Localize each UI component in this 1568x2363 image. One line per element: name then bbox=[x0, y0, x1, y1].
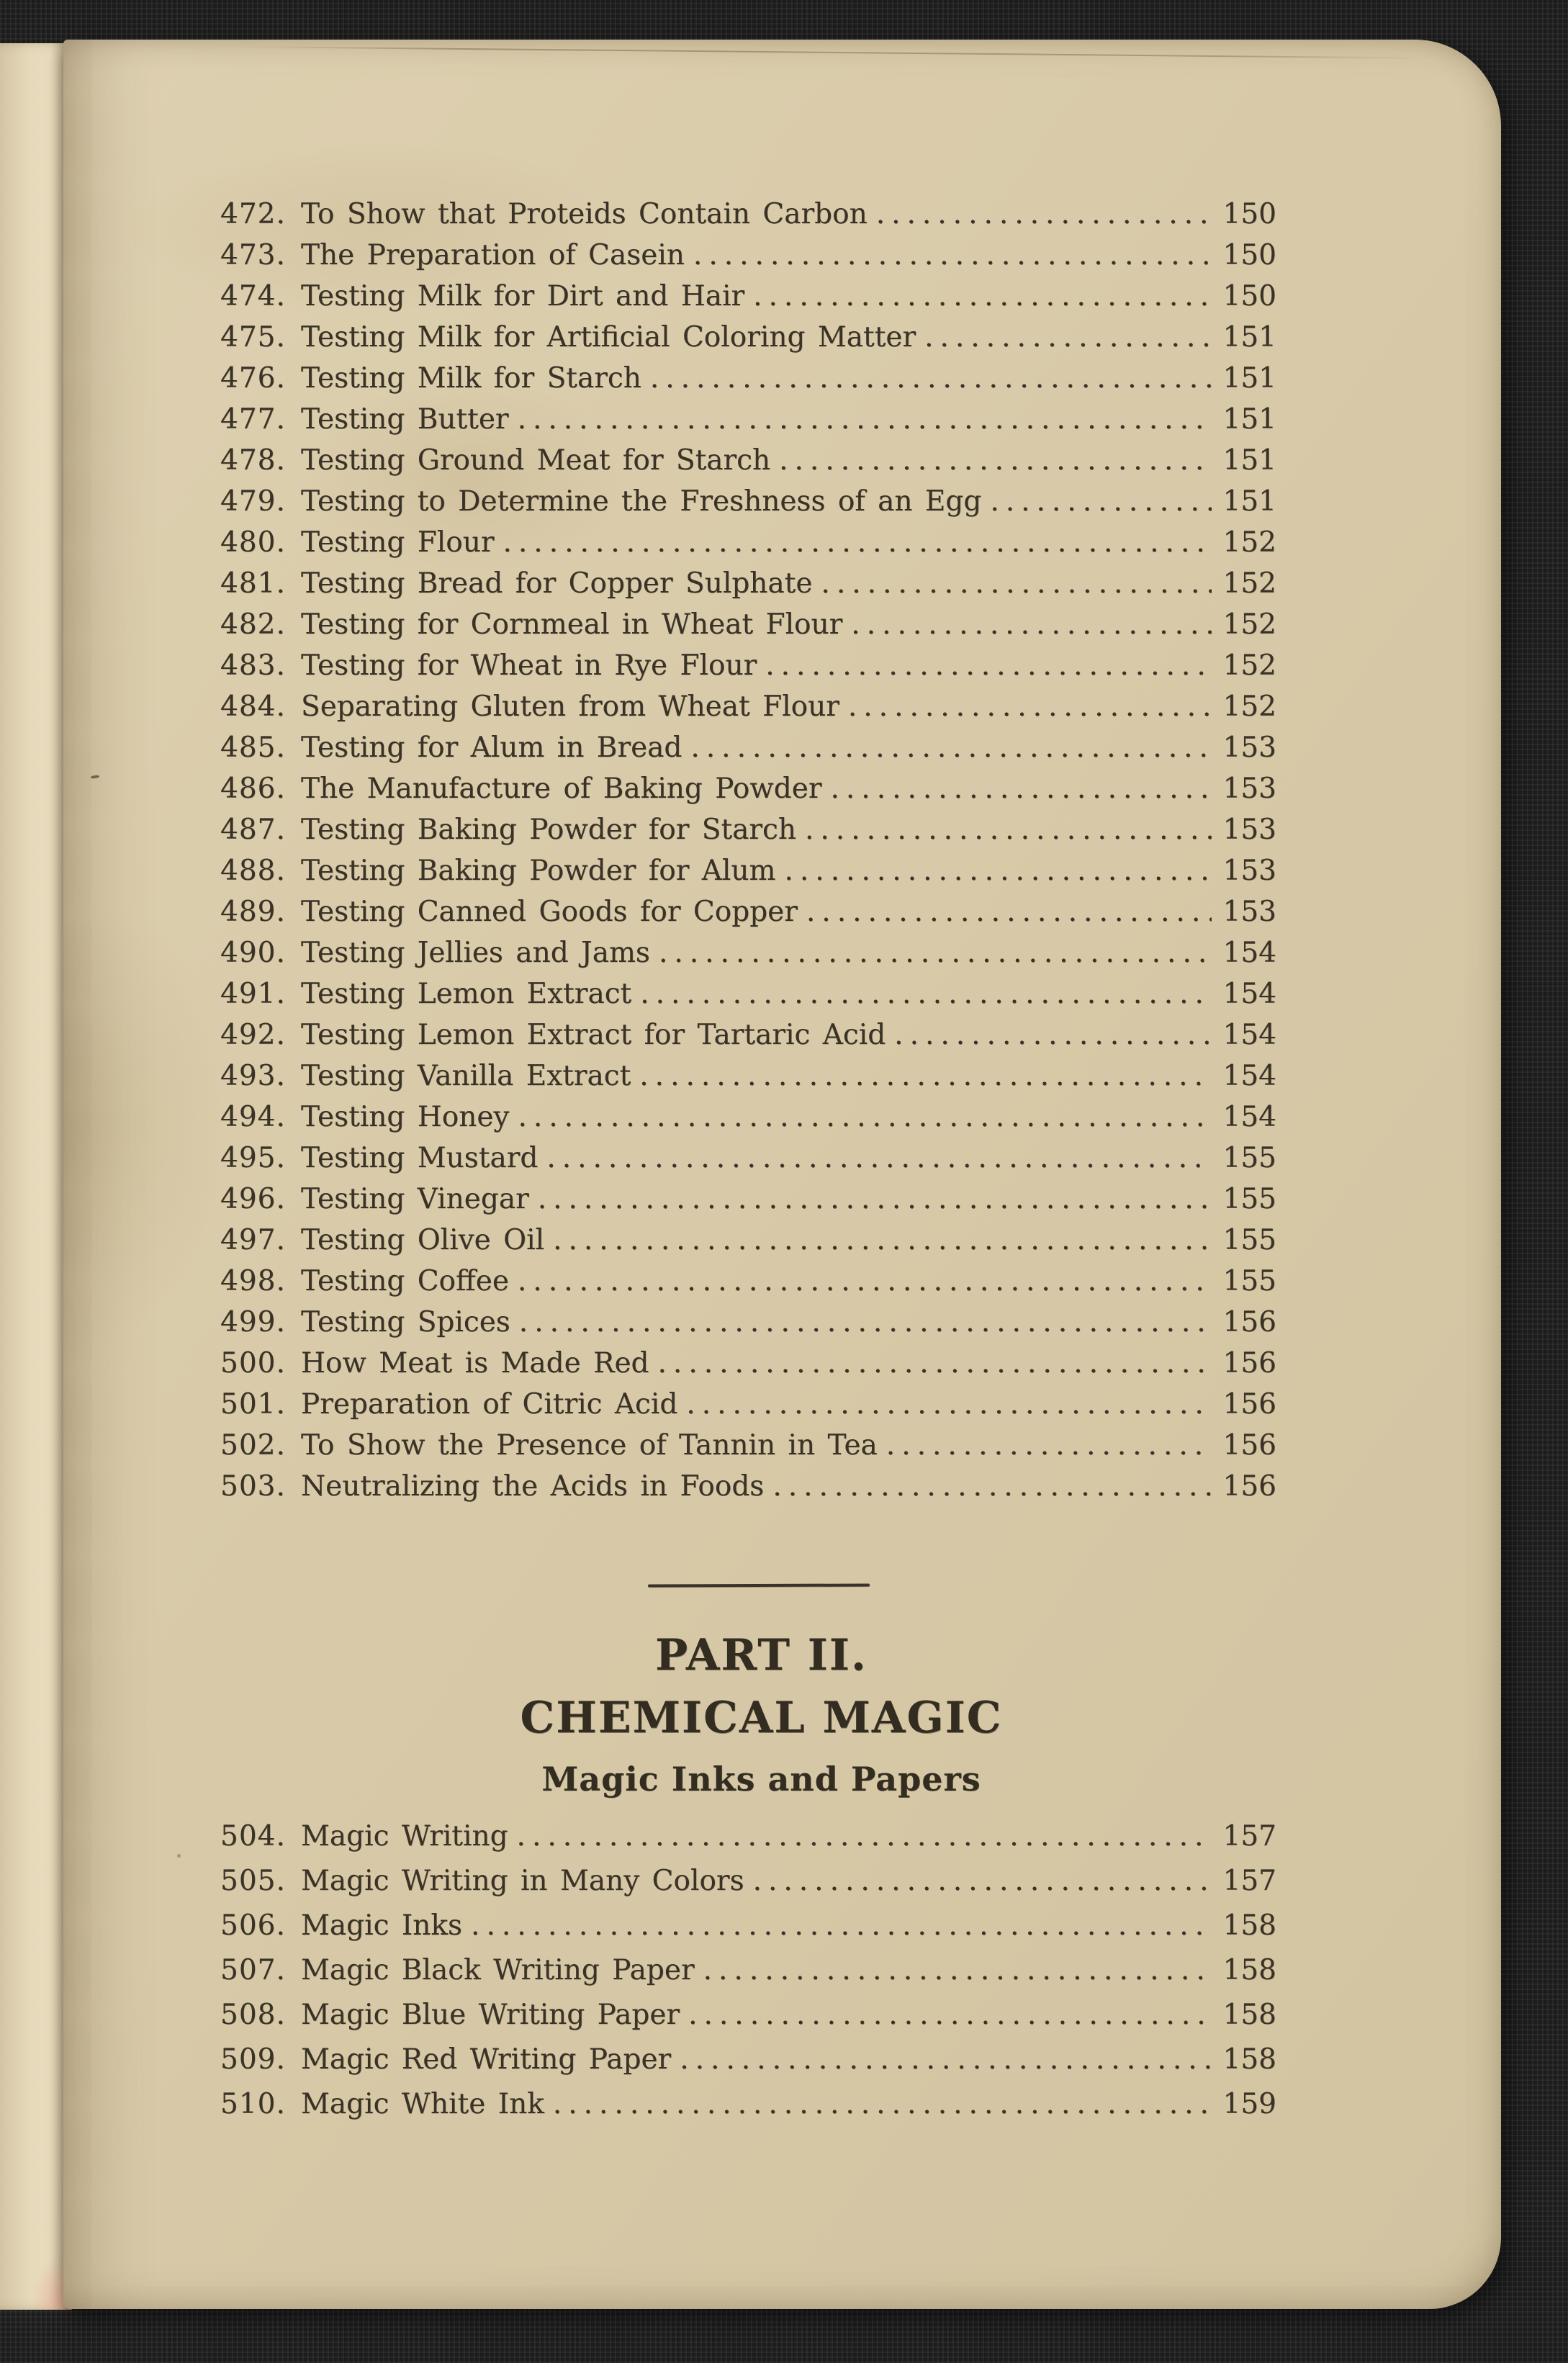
toc-entry bbox=[220, 563, 1276, 604]
entry-number: 475. bbox=[220, 321, 286, 354]
entry-page-number: 152 bbox=[1222, 649, 1276, 682]
entry-page-number: 155 bbox=[1222, 1265, 1276, 1297]
entry-page-number: 153 bbox=[1222, 773, 1276, 805]
dot-leader bbox=[894, 1014, 1212, 1056]
toc-entry bbox=[220, 1056, 1276, 1097]
toc-entry bbox=[220, 1138, 1276, 1179]
entry-number: 489. bbox=[220, 896, 286, 928]
entry-number: 496. bbox=[220, 1183, 286, 1215]
entry-title: Testing Lemon Extract bbox=[301, 978, 632, 1010]
entry-number: 501. bbox=[220, 1388, 286, 1421]
dot-leader bbox=[785, 850, 1212, 891]
entry-title: Testing Vinegar bbox=[301, 1183, 529, 1215]
entry-number: 495. bbox=[220, 1142, 286, 1174]
dot-leader bbox=[765, 645, 1212, 686]
entry-page-number: 153 bbox=[1222, 732, 1276, 764]
toc-entry bbox=[220, 276, 1276, 317]
entry-title: Testing Baking Powder for Alum bbox=[301, 855, 776, 887]
entry-page-number: 157 bbox=[1222, 1820, 1276, 1853]
entry-title: Testing Vanilla Extract bbox=[301, 1060, 631, 1092]
entry-number: 487. bbox=[220, 814, 286, 846]
dot-leader bbox=[806, 891, 1212, 932]
toc-part2-list bbox=[220, 1814, 1276, 2127]
dot-leader bbox=[640, 973, 1212, 1014]
dot-leader bbox=[772, 1466, 1212, 1507]
toc-entry bbox=[220, 1302, 1276, 1343]
toc-entry bbox=[220, 1384, 1276, 1425]
entry-number: 494. bbox=[220, 1101, 286, 1133]
entry-page-number: 153 bbox=[1222, 814, 1276, 846]
dot-leader bbox=[693, 235, 1212, 276]
toc-entry bbox=[220, 2082, 1276, 2127]
entry-page-number: 152 bbox=[1222, 567, 1276, 600]
dot-leader bbox=[753, 1859, 1212, 1904]
entry-page-number: 150 bbox=[1222, 280, 1276, 312]
entry-page-number: 152 bbox=[1222, 608, 1276, 641]
entry-title: Testing Jellies and Jams bbox=[301, 937, 650, 969]
entry-number: 509. bbox=[220, 2043, 286, 2076]
entry-number: 476. bbox=[220, 362, 286, 395]
entry-page-number: 155 bbox=[1222, 1224, 1276, 1256]
entry-number: 478. bbox=[220, 444, 286, 477]
book-page bbox=[63, 40, 1501, 2309]
entry-number: 483. bbox=[220, 649, 286, 682]
entry-number: 491. bbox=[220, 978, 286, 1010]
entry-title: Magic Writing bbox=[301, 1820, 508, 1853]
dot-leader bbox=[658, 1343, 1212, 1384]
toc-entry bbox=[220, 1014, 1276, 1056]
underlying-page-edge-line bbox=[243, 46, 1424, 59]
toc-entry bbox=[220, 850, 1276, 891]
toc-entry bbox=[220, 1859, 1276, 1904]
entry-page-number: 156 bbox=[1222, 1429, 1276, 1462]
entry-page-number: 154 bbox=[1222, 937, 1276, 969]
entry-title: Testing to Determine the Freshness of an Egg bbox=[301, 485, 982, 518]
entry-title: Testing Lemon Extract for Tartaric Acid bbox=[301, 1019, 886, 1051]
toc-entry bbox=[220, 686, 1276, 727]
entry-number: 488. bbox=[220, 855, 286, 887]
dot-leader bbox=[779, 440, 1212, 481]
entry-page-number: 156 bbox=[1222, 1470, 1276, 1503]
toc-entry bbox=[220, 1261, 1276, 1302]
entry-page-number: 153 bbox=[1222, 855, 1276, 887]
entry-number: 498. bbox=[220, 1265, 286, 1297]
toc-entry bbox=[220, 358, 1276, 399]
section-divider-rule bbox=[648, 1583, 870, 1587]
dot-leader bbox=[821, 563, 1212, 604]
dot-leader bbox=[686, 1384, 1212, 1425]
dot-leader bbox=[690, 727, 1212, 768]
entry-title: Testing Baking Powder for Starch bbox=[301, 814, 797, 846]
toc-part1-list bbox=[220, 194, 1276, 1507]
toc-entry bbox=[220, 194, 1276, 235]
toc-entry bbox=[220, 522, 1276, 563]
subsection-heading: Magic Inks and Papers bbox=[541, 1760, 981, 1799]
entry-page-number: 151 bbox=[1222, 321, 1276, 354]
entry-title: Testing Honey bbox=[301, 1101, 510, 1133]
dot-leader bbox=[924, 317, 1212, 358]
entry-page-number: 158 bbox=[1222, 2043, 1276, 2076]
entry-number: 502. bbox=[220, 1429, 286, 1462]
toc-entry bbox=[220, 481, 1276, 522]
toc-entry bbox=[220, 1220, 1276, 1261]
entry-page-number: 152 bbox=[1222, 690, 1276, 723]
toc-entry bbox=[220, 1814, 1276, 1859]
dot-leader bbox=[848, 686, 1212, 727]
toc-entry bbox=[220, 809, 1276, 850]
toc-entry bbox=[220, 1948, 1276, 1993]
entry-page-number: 155 bbox=[1222, 1183, 1276, 1215]
entry-number: 505. bbox=[220, 1865, 286, 1897]
entry-page-number: 156 bbox=[1222, 1347, 1276, 1379]
entry-title: Testing Butter bbox=[301, 403, 509, 436]
entry-number: 497. bbox=[220, 1224, 286, 1256]
dot-leader bbox=[886, 1425, 1212, 1466]
dot-leader bbox=[518, 399, 1212, 440]
entry-title: Magic Black Writing Paper bbox=[301, 1954, 695, 1986]
dot-leader bbox=[518, 1097, 1212, 1138]
entry-page-number: 156 bbox=[1222, 1306, 1276, 1338]
dot-leader bbox=[471, 1904, 1212, 1948]
toc-entry bbox=[220, 1343, 1276, 1384]
entry-title: Magic Blue Writing Paper bbox=[301, 1999, 680, 2031]
part2-headings bbox=[233, 1630, 1289, 1817]
dot-leader bbox=[703, 1948, 1212, 1993]
entry-title: The Preparation of Casein bbox=[301, 239, 685, 271]
entry-number: 507. bbox=[220, 1954, 286, 1986]
dot-leader bbox=[503, 522, 1212, 563]
entry-number: 506. bbox=[220, 1909, 286, 1942]
dot-leader bbox=[546, 1138, 1212, 1179]
toc-entry bbox=[220, 2038, 1276, 2082]
entry-page-number: 154 bbox=[1222, 1019, 1276, 1051]
dot-leader bbox=[517, 1814, 1212, 1859]
entry-number: 472. bbox=[220, 198, 286, 230]
entry-number: 482. bbox=[220, 608, 286, 641]
toc-entry bbox=[220, 1179, 1276, 1220]
entry-number: 504. bbox=[220, 1820, 286, 1853]
entry-page-number: 156 bbox=[1222, 1388, 1276, 1421]
entry-title: Testing Milk for Dirt and Hair bbox=[301, 280, 745, 312]
entry-title: Testing Milk for Artificial Coloring Matter bbox=[301, 321, 916, 354]
entry-number: 493. bbox=[220, 1060, 286, 1092]
entry-title: Magic Red Writing Paper bbox=[301, 2043, 672, 2076]
entry-number: 510. bbox=[220, 2088, 286, 2120]
entry-page-number: 151 bbox=[1222, 485, 1276, 518]
entry-number: 492. bbox=[220, 1019, 286, 1051]
dot-leader bbox=[518, 1261, 1212, 1302]
entry-title: Testing Ground Meat for Starch bbox=[301, 444, 771, 477]
entry-page-number: 159 bbox=[1222, 2088, 1276, 2120]
chapter-heading: CHEMICAL MAGIC bbox=[520, 1693, 1003, 1743]
entry-title: Testing Canned Goods for Copper bbox=[301, 896, 798, 928]
toc-entry bbox=[220, 317, 1276, 358]
toc-entry bbox=[220, 1993, 1276, 2038]
entry-number: 480. bbox=[220, 526, 286, 559]
dot-leader bbox=[639, 1056, 1212, 1097]
entry-title: Testing Flour bbox=[301, 526, 495, 559]
toc-entry bbox=[220, 768, 1276, 809]
entry-page-number: 150 bbox=[1222, 239, 1276, 271]
dot-leader bbox=[659, 932, 1212, 973]
toc-entry bbox=[220, 645, 1276, 686]
toc-entry bbox=[220, 1904, 1276, 1948]
entry-page-number: 158 bbox=[1222, 1954, 1276, 1986]
entry-number: 485. bbox=[220, 732, 286, 764]
entry-page-number: 154 bbox=[1222, 1060, 1276, 1092]
toc-entry bbox=[220, 1466, 1276, 1507]
entry-page-number: 157 bbox=[1222, 1865, 1276, 1897]
entry-page-number: 151 bbox=[1222, 403, 1276, 436]
entry-page-number: 158 bbox=[1222, 1999, 1276, 2031]
dot-leader bbox=[831, 768, 1212, 809]
entry-page-number: 150 bbox=[1222, 198, 1276, 230]
entry-title: Testing Spices bbox=[301, 1306, 510, 1338]
dot-leader bbox=[538, 1179, 1212, 1220]
toc-entry bbox=[220, 399, 1276, 440]
toc-entry bbox=[220, 1097, 1276, 1138]
entry-number: 473. bbox=[220, 239, 286, 271]
entry-page-number: 152 bbox=[1222, 526, 1276, 559]
dot-leader bbox=[876, 194, 1212, 235]
entry-number: 477. bbox=[220, 403, 286, 436]
entry-number: 474. bbox=[220, 280, 286, 312]
entry-title: Magic Writing in Many Colors bbox=[301, 1865, 744, 1897]
entry-page-number: 153 bbox=[1222, 896, 1276, 928]
entry-page-number: 158 bbox=[1222, 1909, 1276, 1942]
entry-title: The Manufacture of Baking Powder bbox=[301, 773, 822, 805]
entry-title: Testing for Cornmeal in Wheat Flour bbox=[301, 608, 843, 641]
entry-number: 499. bbox=[220, 1306, 286, 1338]
dot-leader bbox=[553, 2082, 1212, 2127]
toc-entry bbox=[220, 1425, 1276, 1466]
toc-entry bbox=[220, 973, 1276, 1014]
dot-leader bbox=[990, 481, 1212, 522]
entry-number: 500. bbox=[220, 1347, 286, 1379]
dot-leader bbox=[851, 604, 1212, 645]
part-heading: PART II. bbox=[655, 1630, 868, 1680]
entry-number: 490. bbox=[220, 937, 286, 969]
dot-leader bbox=[650, 358, 1212, 399]
dot-leader bbox=[753, 276, 1212, 317]
entry-title: Testing Bread for Copper Sulphate bbox=[301, 567, 813, 600]
entry-number: 479. bbox=[220, 485, 286, 518]
entry-title: Neutralizing the Acids in Foods bbox=[301, 1470, 765, 1503]
entry-title: Testing Coffee bbox=[301, 1265, 509, 1297]
entry-title: Testing Milk for Starch bbox=[301, 362, 641, 395]
entry-number: 503. bbox=[220, 1470, 286, 1503]
dot-leader bbox=[519, 1302, 1212, 1343]
dot-leader bbox=[680, 2038, 1212, 2082]
entry-title: Testing Olive Oil bbox=[301, 1224, 545, 1256]
entry-title: How Meat is Made Red bbox=[301, 1347, 649, 1379]
entry-title: Testing for Alum in Bread bbox=[301, 732, 682, 764]
toc-entry bbox=[220, 727, 1276, 768]
entry-page-number: 151 bbox=[1222, 362, 1276, 395]
toc-entry bbox=[220, 604, 1276, 645]
entry-title: Separating Gluten from Wheat Flour bbox=[301, 690, 839, 723]
dot-leader bbox=[553, 1220, 1212, 1261]
entry-title: To Show the Presence of Tannin in Tea bbox=[301, 1429, 878, 1462]
toc-entry bbox=[220, 440, 1276, 481]
entry-title: Testing for Wheat in Rye Flour bbox=[301, 649, 757, 682]
entry-page-number: 151 bbox=[1222, 444, 1276, 477]
entry-title: To Show that Proteids Contain Carbon bbox=[301, 198, 868, 230]
entry-title: Testing Mustard bbox=[301, 1142, 539, 1174]
adjacent-page-edge bbox=[0, 43, 72, 2310]
toc-entry bbox=[220, 891, 1276, 932]
ink-speck bbox=[91, 775, 99, 779]
ink-speck bbox=[177, 1854, 181, 1858]
toc-entry bbox=[220, 932, 1276, 973]
dot-leader bbox=[805, 809, 1212, 850]
entry-title: Magic White Ink bbox=[301, 2088, 544, 2120]
entry-number: 481. bbox=[220, 567, 286, 600]
entry-page-number: 155 bbox=[1222, 1142, 1276, 1174]
entry-title: Magic Inks bbox=[301, 1909, 463, 1942]
dot-leader bbox=[688, 1993, 1212, 2038]
entry-title: Preparation of Citric Acid bbox=[301, 1388, 678, 1421]
toc-entry bbox=[220, 235, 1276, 276]
entry-number: 508. bbox=[220, 1999, 286, 2031]
entry-page-number: 154 bbox=[1222, 978, 1276, 1010]
entry-number: 484. bbox=[220, 690, 286, 723]
entry-page-number: 154 bbox=[1222, 1101, 1276, 1133]
entry-number: 486. bbox=[220, 773, 286, 805]
